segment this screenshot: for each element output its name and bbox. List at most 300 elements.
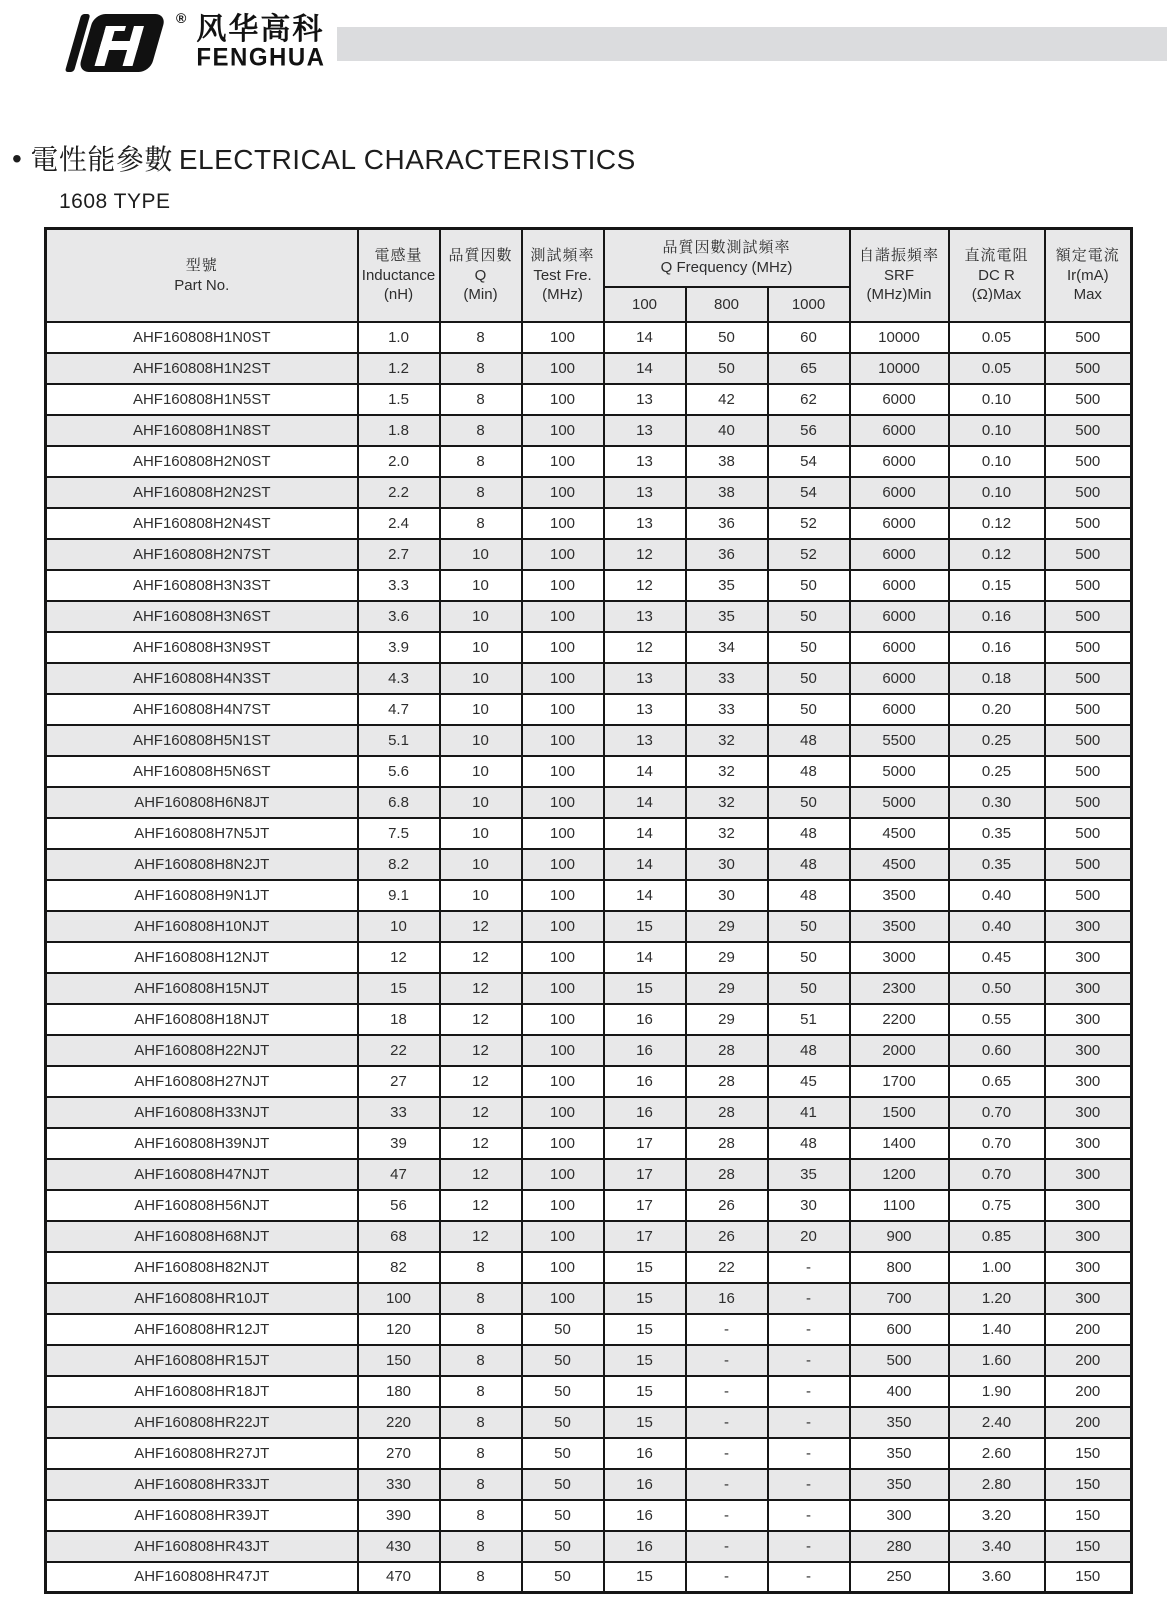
header-ir-unit: Max bbox=[1073, 286, 1102, 304]
table-cell: 50 bbox=[522, 1438, 604, 1469]
table-cell: 1.2 bbox=[358, 353, 440, 384]
column-header-part-no bbox=[46, 229, 358, 322]
table-cell: 8 bbox=[440, 1500, 522, 1531]
table-row bbox=[46, 1035, 1132, 1066]
brand-name-chinese: 风华高科 bbox=[196, 13, 325, 46]
table-cell: 13 bbox=[604, 384, 686, 415]
table-cell: 12 bbox=[440, 1004, 522, 1035]
table-cell: 2300 bbox=[850, 973, 949, 1004]
part-no-cell: AHF160808H2N0ST bbox=[46, 446, 358, 477]
table-cell: 100 bbox=[522, 353, 604, 384]
subcolumn-header-1000mhz: 1000 bbox=[768, 287, 850, 322]
table-cell: 8 bbox=[440, 322, 522, 353]
table-cell: - bbox=[686, 1376, 768, 1407]
table-cell: 54 bbox=[768, 446, 850, 477]
table-row bbox=[46, 384, 1132, 415]
part-no-cell: AHF160808H4N7ST bbox=[46, 694, 358, 725]
table-cell: 0.50 bbox=[949, 973, 1045, 1004]
table-cell: 50 bbox=[768, 911, 850, 942]
table-cell: 12 bbox=[440, 1035, 522, 1066]
table-cell: - bbox=[686, 1345, 768, 1376]
table-cell: 18 bbox=[358, 1004, 440, 1035]
header-dcr-en: DC R bbox=[978, 267, 1015, 285]
table-cell: 100 bbox=[522, 570, 604, 601]
table-cell: 29 bbox=[686, 911, 768, 942]
table-cell: 250 bbox=[850, 1562, 949, 1593]
table-cell: 28 bbox=[686, 1035, 768, 1066]
table-cell: 2.7 bbox=[358, 539, 440, 570]
header-dcr-unit: (Ω)Max bbox=[971, 286, 1022, 304]
type-subtitle: 1608 TYPE bbox=[59, 190, 171, 213]
table-cell: - bbox=[768, 1438, 850, 1469]
table-cell: 500 bbox=[1045, 384, 1132, 415]
table-cell: 14 bbox=[604, 353, 686, 384]
table-cell: - bbox=[686, 1500, 768, 1531]
part-no-cell: AHF160808H82NJT bbox=[46, 1252, 358, 1283]
table-row bbox=[46, 415, 1132, 446]
table-cell: 6.8 bbox=[358, 787, 440, 818]
table-cell: 13 bbox=[604, 415, 686, 446]
table-cell: 2.2 bbox=[358, 477, 440, 508]
table-cell: 17 bbox=[604, 1190, 686, 1221]
header-ir-cn: 額定電流 bbox=[1055, 247, 1120, 265]
table-cell: 500 bbox=[850, 1345, 949, 1376]
table-cell: 6000 bbox=[850, 632, 949, 663]
table-cell: 0.55 bbox=[949, 1004, 1045, 1035]
part-no-cell: AHF160808H2N2ST bbox=[46, 477, 358, 508]
part-no-cell: AHF160808H4N3ST bbox=[46, 663, 358, 694]
table-cell: 15 bbox=[604, 1407, 686, 1438]
table-cell: 500 bbox=[1045, 787, 1132, 818]
table-cell: 48 bbox=[768, 1035, 850, 1066]
table-cell: 50 bbox=[768, 973, 850, 1004]
table-row bbox=[46, 663, 1132, 694]
table-cell: 17 bbox=[604, 1159, 686, 1190]
section-title bbox=[12, 138, 1112, 178]
table-cell: 28 bbox=[686, 1128, 768, 1159]
table-cell: 1700 bbox=[850, 1066, 949, 1097]
table-cell: 0.35 bbox=[949, 849, 1045, 880]
table-cell: 33 bbox=[686, 663, 768, 694]
table-cell: 8 bbox=[440, 508, 522, 539]
table-cell: 35 bbox=[768, 1159, 850, 1190]
header-srf-cn: 自諧振頻率 bbox=[859, 247, 940, 265]
table-cell: 12 bbox=[440, 1128, 522, 1159]
table-cell: 390 bbox=[358, 1500, 440, 1531]
table-cell: 2.60 bbox=[949, 1438, 1045, 1469]
brand-logo bbox=[62, 12, 326, 78]
table-cell: 0.16 bbox=[949, 601, 1045, 632]
part-no-cell: AHF160808H3N9ST bbox=[46, 632, 358, 663]
table-cell: 16 bbox=[604, 1500, 686, 1531]
table-cell: 500 bbox=[1045, 880, 1132, 911]
table-cell: 100 bbox=[522, 539, 604, 570]
table-cell: 150 bbox=[1045, 1438, 1132, 1469]
table-cell: 28 bbox=[686, 1066, 768, 1097]
header-q-freq-en: Q Frequency (MHz) bbox=[660, 259, 793, 277]
subcolumn-header-100mhz: 100 bbox=[604, 287, 686, 322]
table-cell: 48 bbox=[768, 756, 850, 787]
table-cell: 15 bbox=[604, 1252, 686, 1283]
table-cell: 4500 bbox=[850, 849, 949, 880]
table-cell: 52 bbox=[768, 508, 850, 539]
table-cell: 4500 bbox=[850, 818, 949, 849]
part-no-cell: AHF160808H3N6ST bbox=[46, 601, 358, 632]
table-cell: 12 bbox=[440, 1066, 522, 1097]
table-cell: 2200 bbox=[850, 1004, 949, 1035]
table-cell: 14 bbox=[604, 322, 686, 353]
table-cell: 50 bbox=[768, 694, 850, 725]
table-cell: 100 bbox=[522, 1035, 604, 1066]
table-row bbox=[46, 1531, 1132, 1562]
section-title-english: ELECTRICAL CHARACTERISTICS bbox=[178, 144, 636, 175]
table-cell: 50 bbox=[768, 663, 850, 694]
table-cell: 47 bbox=[358, 1159, 440, 1190]
table-cell: 36 bbox=[686, 539, 768, 570]
table-cell: 180 bbox=[358, 1376, 440, 1407]
table-cell: 38 bbox=[686, 477, 768, 508]
table-cell: - bbox=[686, 1438, 768, 1469]
table-cell: 100 bbox=[522, 1128, 604, 1159]
table-cell: 17 bbox=[604, 1221, 686, 1252]
table-cell: 15 bbox=[604, 1562, 686, 1593]
header-inductance-cn: 電感量 bbox=[374, 247, 423, 265]
table-cell: 0.45 bbox=[949, 942, 1045, 973]
table-row bbox=[46, 756, 1132, 787]
table-cell: 0.05 bbox=[949, 353, 1045, 384]
table-cell: 1400 bbox=[850, 1128, 949, 1159]
table-cell: 300 bbox=[1045, 911, 1132, 942]
table-cell: 150 bbox=[358, 1345, 440, 1376]
table-cell: 15 bbox=[604, 1283, 686, 1314]
table-cell: 300 bbox=[1045, 1097, 1132, 1128]
table-cell: 14 bbox=[604, 849, 686, 880]
header-test-freq-cn: 測試頻率 bbox=[530, 247, 595, 265]
table-cell: 5.1 bbox=[358, 725, 440, 756]
table-cell: 8 bbox=[440, 1531, 522, 1562]
table-cell: 8 bbox=[440, 1562, 522, 1593]
table-row bbox=[46, 1500, 1132, 1531]
table-cell: 26 bbox=[686, 1190, 768, 1221]
table-cell: 5000 bbox=[850, 787, 949, 818]
table-cell: - bbox=[768, 1283, 850, 1314]
table-cell: 220 bbox=[358, 1407, 440, 1438]
table-cell: 0.15 bbox=[949, 570, 1045, 601]
table-cell: 3000 bbox=[850, 942, 949, 973]
table-cell: 38 bbox=[686, 446, 768, 477]
part-no-cell: AHF160808H2N7ST bbox=[46, 539, 358, 570]
fenghua-logo-icon bbox=[62, 12, 174, 78]
table-cell: 14 bbox=[604, 756, 686, 787]
table-cell: 100 bbox=[522, 725, 604, 756]
part-no-cell: AHF160808H7N5JT bbox=[46, 818, 358, 849]
table-cell: 100 bbox=[522, 1221, 604, 1252]
table-cell: 3.20 bbox=[949, 1500, 1045, 1531]
table-cell: 8.2 bbox=[358, 849, 440, 880]
table-cell: 8 bbox=[440, 384, 522, 415]
table-cell: 13 bbox=[604, 663, 686, 694]
table-row bbox=[46, 787, 1132, 818]
header-inductance-unit: (nH) bbox=[383, 286, 414, 304]
part-no-cell: AHF160808H1N5ST bbox=[46, 384, 358, 415]
table-cell: 150 bbox=[1045, 1500, 1132, 1531]
table-cell: 1.60 bbox=[949, 1345, 1045, 1376]
table-row bbox=[46, 1469, 1132, 1500]
table-cell: 500 bbox=[1045, 725, 1132, 756]
table-cell: - bbox=[768, 1314, 850, 1345]
table-cell: 3500 bbox=[850, 880, 949, 911]
table-cell: 15 bbox=[604, 911, 686, 942]
table-cell: 200 bbox=[1045, 1376, 1132, 1407]
table-cell: 82 bbox=[358, 1252, 440, 1283]
table-cell: 2.40 bbox=[949, 1407, 1045, 1438]
table-cell: 120 bbox=[358, 1314, 440, 1345]
table-cell: 50 bbox=[768, 942, 850, 973]
table-row bbox=[46, 1190, 1132, 1221]
table-cell: 12 bbox=[440, 1097, 522, 1128]
table-cell: 100 bbox=[522, 1097, 604, 1128]
table-cell: 16 bbox=[604, 1097, 686, 1128]
table-row bbox=[46, 1438, 1132, 1469]
table-cell: 50 bbox=[522, 1500, 604, 1531]
table-row bbox=[46, 1407, 1132, 1438]
table-cell: 15 bbox=[604, 1376, 686, 1407]
table-cell: 50 bbox=[768, 787, 850, 818]
table-cell: 200 bbox=[1045, 1345, 1132, 1376]
table-cell: 26 bbox=[686, 1221, 768, 1252]
column-header-inductance bbox=[358, 229, 440, 322]
table-cell: 17 bbox=[604, 1128, 686, 1159]
table-cell: 48 bbox=[768, 1128, 850, 1159]
table-cell: 0.70 bbox=[949, 1097, 1045, 1128]
table-cell: 50 bbox=[686, 322, 768, 353]
table-cell: 15 bbox=[604, 1345, 686, 1376]
table-cell: - bbox=[768, 1562, 850, 1593]
table-cell: 0.35 bbox=[949, 818, 1045, 849]
table-cell: 6000 bbox=[850, 508, 949, 539]
table-cell: 100 bbox=[522, 384, 604, 415]
table-cell: 40 bbox=[686, 415, 768, 446]
table-cell: 100 bbox=[522, 477, 604, 508]
table-cell: 50 bbox=[522, 1531, 604, 1562]
part-no-cell: AHF160808H5N6ST bbox=[46, 756, 358, 787]
table-cell: 50 bbox=[768, 570, 850, 601]
table-cell: 13 bbox=[604, 694, 686, 725]
table-cell: 8 bbox=[440, 1407, 522, 1438]
table-cell: 300 bbox=[1045, 1035, 1132, 1066]
table-cell: 1.5 bbox=[358, 384, 440, 415]
table-cell: 12 bbox=[440, 973, 522, 1004]
table-cell: - bbox=[686, 1469, 768, 1500]
table-cell: 34 bbox=[686, 632, 768, 663]
table-cell: 30 bbox=[686, 880, 768, 911]
table-cell: 13 bbox=[604, 725, 686, 756]
table-cell: 12 bbox=[440, 1221, 522, 1252]
table-cell: 29 bbox=[686, 942, 768, 973]
table-cell: 13 bbox=[604, 601, 686, 632]
table-cell: 3.60 bbox=[949, 1562, 1045, 1593]
table-cell: 500 bbox=[1045, 539, 1132, 570]
table-cell: 0.60 bbox=[949, 1035, 1045, 1066]
table-cell: 56 bbox=[358, 1190, 440, 1221]
header-q-cn: 品質因數 bbox=[448, 247, 513, 265]
table-cell: 10 bbox=[358, 911, 440, 942]
table-cell: - bbox=[686, 1407, 768, 1438]
table-cell: 100 bbox=[522, 1252, 604, 1283]
table-cell: 5500 bbox=[850, 725, 949, 756]
table-cell: 8 bbox=[440, 1314, 522, 1345]
table-cell: 8 bbox=[440, 353, 522, 384]
header-srf-en: SRF bbox=[884, 267, 915, 285]
table-cell: - bbox=[768, 1531, 850, 1562]
table-cell: 6000 bbox=[850, 539, 949, 570]
header-test-freq-unit: (MHz) bbox=[542, 286, 583, 304]
table-cell: 350 bbox=[850, 1438, 949, 1469]
table-cell: 100 bbox=[522, 787, 604, 818]
table-cell: 9.1 bbox=[358, 880, 440, 911]
column-header-srf bbox=[850, 229, 949, 322]
table-cell: 14 bbox=[604, 787, 686, 818]
table-cell: 6000 bbox=[850, 384, 949, 415]
table-cell: 150 bbox=[1045, 1469, 1132, 1500]
table-cell: 16 bbox=[604, 1035, 686, 1066]
part-no-cell: AHF160808HR27JT bbox=[46, 1438, 358, 1469]
table-cell: 500 bbox=[1045, 446, 1132, 477]
part-no-cell: AHF160808H68NJT bbox=[46, 1221, 358, 1252]
table-cell: 8 bbox=[440, 1469, 522, 1500]
table-cell: 100 bbox=[522, 1066, 604, 1097]
table-cell: 62 bbox=[768, 384, 850, 415]
table-cell: 280 bbox=[850, 1531, 949, 1562]
table-cell: 12 bbox=[440, 911, 522, 942]
table-row bbox=[46, 477, 1132, 508]
table-cell: 16 bbox=[604, 1438, 686, 1469]
table-cell: 0.12 bbox=[949, 539, 1045, 570]
part-no-cell: AHF160808H33NJT bbox=[46, 1097, 358, 1128]
part-no-cell: AHF160808HR10JT bbox=[46, 1283, 358, 1314]
table-cell: 22 bbox=[686, 1252, 768, 1283]
subcolumn-header-800mhz: 800 bbox=[686, 287, 768, 322]
part-no-cell: AHF160808H22NJT bbox=[46, 1035, 358, 1066]
table-cell: 100 bbox=[522, 818, 604, 849]
table-cell: 30 bbox=[686, 849, 768, 880]
part-no-cell: AHF160808H1N0ST bbox=[46, 322, 358, 353]
table-cell: 12 bbox=[604, 632, 686, 663]
table-row bbox=[46, 1221, 1132, 1252]
table-cell: 500 bbox=[1045, 353, 1132, 384]
table-cell: 0.75 bbox=[949, 1190, 1045, 1221]
table-cell: 100 bbox=[522, 415, 604, 446]
table-cell: 500 bbox=[1045, 818, 1132, 849]
section-title-chinese: 電性能參數 bbox=[30, 144, 173, 175]
table-cell: 100 bbox=[522, 694, 604, 725]
table-cell: 150 bbox=[1045, 1531, 1132, 1562]
table-cell: 0.70 bbox=[949, 1128, 1045, 1159]
table-cell: 0.05 bbox=[949, 322, 1045, 353]
table-cell: 430 bbox=[358, 1531, 440, 1562]
table-cell: 100 bbox=[522, 322, 604, 353]
part-no-cell: AHF160808HR22JT bbox=[46, 1407, 358, 1438]
table-cell: 10 bbox=[440, 818, 522, 849]
table-cell: 500 bbox=[1045, 570, 1132, 601]
part-no-cell: AHF160808H5N1ST bbox=[46, 725, 358, 756]
table-cell: 0.12 bbox=[949, 508, 1045, 539]
table-cell: 15 bbox=[604, 973, 686, 1004]
table-cell: - bbox=[686, 1531, 768, 1562]
header-part-no-en: Part No. bbox=[174, 276, 230, 294]
table-cell: 12 bbox=[604, 570, 686, 601]
part-no-cell: AHF160808H47NJT bbox=[46, 1159, 358, 1190]
table-row bbox=[46, 1066, 1132, 1097]
table-cell: 14 bbox=[604, 942, 686, 973]
table-cell: 300 bbox=[1045, 1283, 1132, 1314]
table-cell: 100 bbox=[522, 1159, 604, 1190]
table-cell: 0.40 bbox=[949, 911, 1045, 942]
table-cell: 10 bbox=[440, 725, 522, 756]
table-cell: 10 bbox=[440, 694, 522, 725]
table-cell: 10 bbox=[440, 601, 522, 632]
header-part-no-cn: 型號 bbox=[185, 256, 218, 274]
table-cell: 1.20 bbox=[949, 1283, 1045, 1314]
table-cell: 6000 bbox=[850, 415, 949, 446]
table-header bbox=[46, 229, 1132, 322]
table-cell: 33 bbox=[358, 1097, 440, 1128]
table-cell: - bbox=[686, 1562, 768, 1593]
table-row bbox=[46, 601, 1132, 632]
table-cell: - bbox=[768, 1407, 850, 1438]
table-cell: 8 bbox=[440, 1252, 522, 1283]
table-cell: 200 bbox=[1045, 1407, 1132, 1438]
table-cell: 12 bbox=[440, 1190, 522, 1221]
table-cell: 500 bbox=[1045, 663, 1132, 694]
table-cell: 13 bbox=[604, 446, 686, 477]
table-cell: 300 bbox=[1045, 1066, 1132, 1097]
table-cell: 100 bbox=[522, 880, 604, 911]
table-cell: 50 bbox=[522, 1407, 604, 1438]
table-cell: 2000 bbox=[850, 1035, 949, 1066]
table-cell: 500 bbox=[1045, 756, 1132, 787]
table-cell: 3.40 bbox=[949, 1531, 1045, 1562]
part-no-cell: AHF160808HR33JT bbox=[46, 1469, 358, 1500]
table-cell: 150 bbox=[1045, 1562, 1132, 1593]
table-cell: 400 bbox=[850, 1376, 949, 1407]
table-cell: 10 bbox=[440, 787, 522, 818]
table-cell: 0.20 bbox=[949, 694, 1045, 725]
table-cell: 4.7 bbox=[358, 694, 440, 725]
electrical-characteristics-table bbox=[44, 227, 1133, 1594]
table-cell: 100 bbox=[522, 849, 604, 880]
part-no-cell: AHF160808H39NJT bbox=[46, 1128, 358, 1159]
table-row bbox=[46, 1345, 1132, 1376]
table-cell: 500 bbox=[1045, 508, 1132, 539]
table-cell: 3500 bbox=[850, 911, 949, 942]
table-cell: 52 bbox=[768, 539, 850, 570]
column-header-dcr bbox=[949, 229, 1045, 322]
table-cell: 45 bbox=[768, 1066, 850, 1097]
table-cell: 50 bbox=[522, 1314, 604, 1345]
table-cell: 56 bbox=[768, 415, 850, 446]
table-cell: 1200 bbox=[850, 1159, 949, 1190]
table-cell: 2.0 bbox=[358, 446, 440, 477]
table-cell: 22 bbox=[358, 1035, 440, 1066]
table-cell: 32 bbox=[686, 725, 768, 756]
table-cell: 29 bbox=[686, 973, 768, 1004]
table-cell: 100 bbox=[522, 508, 604, 539]
table-cell: 10 bbox=[440, 849, 522, 880]
header-q-en: Q bbox=[474, 267, 487, 285]
header-test-freq-en: Test Fre. bbox=[533, 267, 592, 285]
table-cell: 16 bbox=[686, 1283, 768, 1314]
